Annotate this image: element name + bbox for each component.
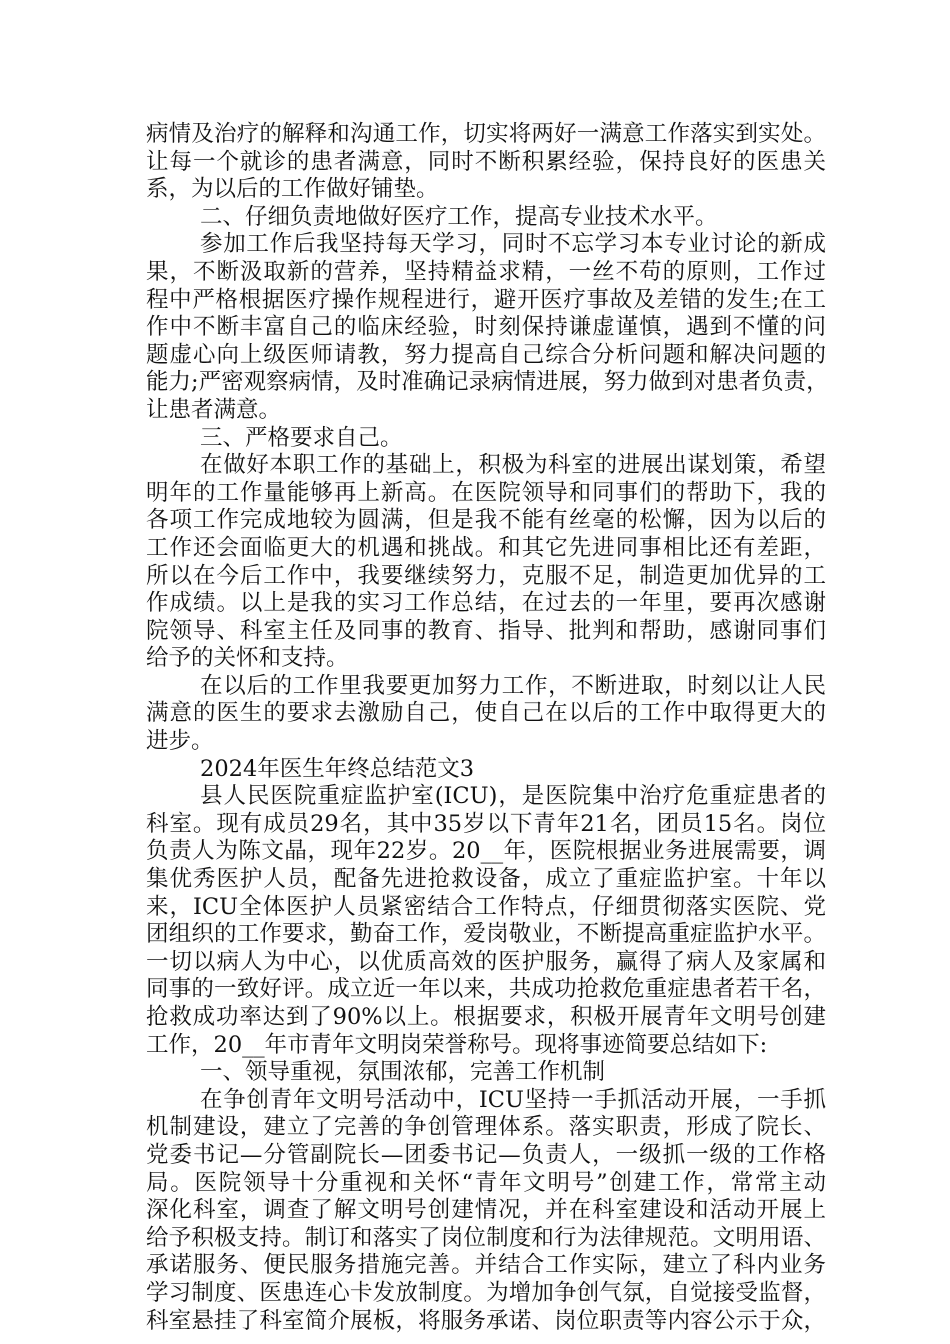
text-line: 在争创青年文明号活动中，ICU坚持一手抓活动开展，一手抓	[200, 1086, 826, 1113]
text-line: 二、仔细负责地做好医疗工作，提高专业技术水平。	[200, 203, 718, 230]
text-line: 给予的关怀和支持。	[146, 645, 349, 672]
text-line: 机制建设，建立了完善的争创管理体系。落实职责，形成了院长、	[146, 1114, 826, 1141]
text-line: 工作，20__年市青年文明岗荣誉称号。现将事迹简要总结如下:	[146, 1031, 768, 1058]
text-line: 作成绩。以上是我的实习工作总结，在过去的一年里，要再次感谢	[146, 590, 826, 617]
text-line: 科室。现有成员29名，其中35岁以下青年21名，团员15名。岗位	[146, 810, 826, 837]
text-line: 2024年医生年终总结范文3	[200, 755, 475, 782]
text-line: 题虚心向上级医师请教，努力提高自己综合分析问题和解决问题的	[146, 341, 826, 368]
text-line: 负责人为陈文晶，现年22岁。20__年，医院根据业务进展需要，调	[146, 838, 826, 865]
text-line: 县人民医院重症监护室(ICU)，是医院集中治疗危重症患者的	[200, 783, 826, 810]
text-line: 深化科室，调查了解文明号创建情况，并在科室建设和活动开展上	[146, 1197, 826, 1224]
text-line: 一、领导重视，氛围浓郁，完善工作机制	[200, 1059, 606, 1086]
text-line: 作中不断丰富自己的临床经验，时刻保持谦虚谨慎，遇到不懂的问	[146, 314, 826, 341]
text-line: 团组织的工作要求，勤奋工作，爱岗敬业，不断提高重症监护水平。	[146, 921, 826, 948]
text-line: 三、严格要求自己。	[200, 424, 403, 451]
text-line: 一切以病人为中心，以优质高效的医护服务，赢得了病人及家属和	[146, 948, 826, 975]
text-line: 集优秀医护人员，配备先进抢救设备，成立了重症监护室。十年以	[146, 866, 826, 893]
text-line: 明年的工作量能够再上新高。在医院领导和同事们的帮助下，我的	[146, 479, 826, 506]
text-line: 让每一个就诊的患者满意，同时不断积累经验，保持良好的医患关	[146, 148, 826, 175]
text-line: 让患者满意。	[146, 396, 282, 423]
text-line: 进步。	[146, 728, 214, 755]
text-line: 满意的医生的要求去激励自己，使自己在以后的工作中取得更大的	[146, 700, 826, 727]
text-line: 院领导、科室主任及同事的教育、指导、批判和帮助，感谢同事们	[146, 617, 826, 644]
text-line: 来，ICU全体医护人员紧密结合工作特点，仔细贯彻落实医院、党	[146, 893, 826, 920]
text-line: 学习制度、医患连心卡发放制度。为增加争创气氛，自觉接受监督，	[146, 1279, 826, 1306]
text-line: 同事的一致好评。成立近一年以来，共成功抢救危重症患者若干名，	[146, 976, 826, 1003]
text-line: 党委书记—分管副院长—团委书记—负责人，一级抓一级的工作格	[146, 1141, 826, 1168]
text-line: 科室悬挂了科室简介展板，将服务承诺、岗位职责等内容公示于众，	[146, 1307, 826, 1334]
text-line: 病情及治疗的解释和沟通工作，切实将两好一满意工作落实到实处。	[146, 121, 826, 147]
text-line: 在以后的工作里我要更加努力工作，不断进取，时刻以让人民	[200, 672, 826, 699]
text-line: 工作还会面临更大的机遇和挑战。和其它先进同事相比还有差距，	[146, 534, 826, 561]
text-line: 承诺服务、便民服务措施完善。并结合工作实际，建立了科内业务	[146, 1252, 826, 1279]
text-line: 抢救成功率达到了90%以上。根据要求，积极开展青年文明号创建	[146, 1004, 826, 1030]
text-line: 给予积极支持。制订和落实了岗位制度和行为法律规范。文明用语、	[146, 1224, 826, 1251]
text-line: 各项工作完成地较为圆满，但是我不能有丝毫的松懈，因为以后的	[146, 507, 826, 534]
text-line: 参加工作后我坚持每天学习，同时不忘学习本专业讨论的新成	[200, 231, 826, 258]
text-line: 果，不断汲取新的营养，坚持精益求精，一丝不苟的原则，工作过	[146, 258, 826, 285]
text-line: 局。医院领导十分重视和关怀“青年文明号”创建工作，常常主动	[146, 1169, 826, 1196]
document-page	[146, 121, 829, 1335]
text-line: 程中严格根据医疗操作规程进行，避开医疗事故及差错的发生;在工	[146, 286, 826, 313]
text-line: 在做好本职工作的基础上，积极为科室的进展出谋划策，希望	[200, 452, 826, 479]
text-line: 系，为以后的工作做好铺垫。	[146, 176, 439, 203]
text-line: 所以在今后工作中，我要继续努力，克服不足，制造更加优异的工	[146, 562, 826, 589]
text-line: 能力;严密观察病情，及时准确记录病情进展，努力做到对患者负责，	[146, 369, 829, 396]
